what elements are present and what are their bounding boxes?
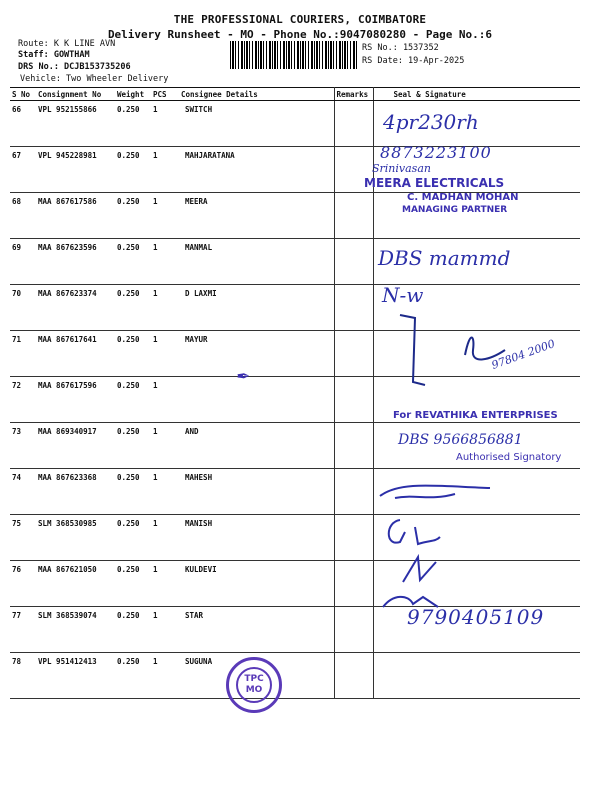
cell-remarks (334, 469, 373, 515)
cell-pcs: 1 (151, 377, 179, 423)
signature-row-74: DBS 9566856881 (398, 432, 523, 448)
signature-row-71: N-w (382, 283, 424, 307)
route-label: Route: K K LINE AVN (18, 39, 116, 49)
cell-weight: 0.250 (115, 423, 151, 469)
cell-sno: 70 (10, 285, 36, 331)
drs-number: DRS No.: DCJB153735206 (18, 62, 131, 72)
cell-weight: 0.250 (115, 239, 151, 285)
tpc-round-stamp (226, 657, 282, 713)
stamp-meera-name: MEERA ELECTRICALS (364, 176, 505, 190)
cell-pcs: 1 (151, 469, 179, 515)
cell-sno: 66 (10, 101, 36, 147)
cell-consignee (179, 377, 334, 423)
cell-remarks (334, 653, 373, 699)
cell-consignee: SUGUNA (179, 653, 334, 699)
cell-remarks (334, 285, 373, 331)
cell-remarks (334, 423, 373, 469)
cell-remarks (334, 561, 373, 607)
col-sno: S No (10, 88, 36, 101)
cell-consignee: MEERA (179, 193, 334, 239)
table-row (10, 515, 580, 561)
signature-scrawl-row-77 (398, 552, 443, 587)
rs-date: RS Date: 19-Apr-2025 (362, 56, 465, 66)
cell-consignee: KULDEVI (179, 561, 334, 607)
cell-sno: 68 (10, 193, 36, 239)
cell-consignment: MAA 867617586 (36, 193, 115, 239)
cell-pcs: 1 (151, 193, 179, 239)
cell-sno: 73 (10, 423, 36, 469)
cell-pcs: 1 (151, 285, 179, 331)
cell-consignee: SWITCH (179, 101, 334, 147)
cell-consignment: MAA 867621050 (36, 561, 115, 607)
cell-sno: 74 (10, 469, 36, 515)
cell-weight: 0.250 (115, 469, 151, 515)
cell-pcs: 1 (151, 653, 179, 699)
phone-row-67: 8873223100 (380, 143, 492, 162)
cell-pcs: 1 (151, 607, 179, 653)
cell-pcs: 1 (151, 515, 179, 561)
cell-remarks (334, 193, 373, 239)
cell-consignee: MANISH (179, 515, 334, 561)
cell-sno: 78 (10, 653, 36, 699)
col-weight: Weight (115, 88, 151, 101)
col-consignee: Consignee Details (179, 88, 334, 101)
cell-weight: 0.250 (115, 285, 151, 331)
cell-consignee: D LAXMI (179, 285, 334, 331)
cell-sno: 69 (10, 239, 36, 285)
cell-sno: 67 (10, 147, 36, 193)
stamp-meera-title: MANAGING PARTNER (402, 205, 508, 215)
cell-sno: 76 (10, 561, 36, 607)
cell-consignment: MAA 867623368 (36, 469, 115, 515)
cell-consignee: MAHESH (179, 469, 334, 515)
col-pcs: PCS (151, 88, 179, 101)
cell-pcs: 1 (151, 561, 179, 607)
cell-sno: 72 (10, 377, 36, 423)
cell-sno: 71 (10, 331, 36, 377)
stamp-revathika-name: For REVATHIKA ENTERPRISES (393, 410, 558, 421)
cell-consignee: AND (179, 423, 334, 469)
table-row (10, 101, 580, 147)
signature-row-67: Srinivasan (372, 162, 431, 175)
signature-row-66: 4pr230rh (383, 110, 479, 134)
cell-consignment: MAA 867623374 (36, 285, 115, 331)
signature-row-70: DBS mammd (378, 246, 511, 270)
cell-pcs: 1 (151, 331, 179, 377)
cell-remarks (334, 515, 373, 561)
runsheet-subtitle: Delivery Runsheet - MO - Phone No.:9047080280 - Page No.:6 (107, 28, 493, 41)
cell-pcs: 1 (151, 147, 179, 193)
cell-remarks (334, 239, 373, 285)
cell-weight: 0.250 (115, 653, 151, 699)
cell-consignment: MAA 869340917 (36, 423, 115, 469)
phone-row-78: 9790405109 (407, 605, 545, 629)
col-remarks: Remarks (334, 88, 373, 101)
cell-consignment: SLM 368539074 (36, 607, 115, 653)
cell-weight: 0.250 (115, 377, 151, 423)
cell-remarks (334, 377, 373, 423)
barcode-image (230, 41, 357, 69)
cell-sno: 75 (10, 515, 36, 561)
cell-consignee: MAHJARATANA (179, 147, 334, 193)
phone-row-72: 97804 2000 (489, 337, 557, 372)
cell-signature (373, 653, 580, 699)
table-row (10, 653, 580, 699)
cell-weight: 0.250 (115, 515, 151, 561)
cell-consignment: VPL 945228981 (36, 147, 115, 193)
cell-pcs: 1 (151, 101, 179, 147)
cell-remarks (334, 101, 373, 147)
cell-weight: 0.250 (115, 331, 151, 377)
vehicle-label: Vehicle: Two Wheeler Delivery (20, 74, 169, 84)
stamp-meera-person: C. MADHAN MOHAN (407, 192, 519, 203)
signature-scrawl-row-76 (380, 512, 450, 552)
company-title: THE PROFESSIONAL COURIERS, COIMBATORE (173, 13, 427, 26)
cell-sno: 77 (10, 607, 36, 653)
signature-scrawl-row-72 (395, 310, 515, 390)
cell-weight: 0.250 (115, 101, 151, 147)
signature-scrawl-row-75 (375, 476, 495, 506)
col-signature: Seal & Signature (373, 88, 580, 101)
cell-consignment: VPL 951412413 (36, 653, 115, 699)
cell-consignment: MAA 867623596 (36, 239, 115, 285)
cell-consignee: STAR (179, 607, 334, 653)
cell-consignment: MAA 867617641 (36, 331, 115, 377)
cell-remarks (334, 331, 373, 377)
cell-consignment: SLM 368530985 (36, 515, 115, 561)
cell-weight: 0.250 (115, 193, 151, 239)
cell-pcs: 1 (151, 239, 179, 285)
cell-weight: 0.250 (115, 607, 151, 653)
col-consignment: Consignment No (36, 88, 115, 101)
cell-remarks (334, 607, 373, 653)
table-row (10, 561, 580, 607)
rs-number: RS No.: 1537352 (362, 43, 439, 53)
tpc-stamp-text: TPC MO (236, 667, 272, 703)
pen-mark-icon: ✒ (237, 362, 250, 386)
cell-consignment: MAA 867617596 (36, 377, 115, 423)
cell-consignee: MANMAL (179, 239, 334, 285)
cell-pcs: 1 (151, 423, 179, 469)
cell-weight: 0.250 (115, 561, 151, 607)
cell-consignee: MAYUR (179, 331, 334, 377)
cell-consignment: VPL 952155866 (36, 101, 115, 147)
cell-weight: 0.250 (115, 147, 151, 193)
staff-label: Staff: GOWTHAM (18, 50, 90, 60)
stamp-authorised-signatory: Authorised Signatory (456, 452, 562, 463)
table-header-row (10, 88, 580, 101)
